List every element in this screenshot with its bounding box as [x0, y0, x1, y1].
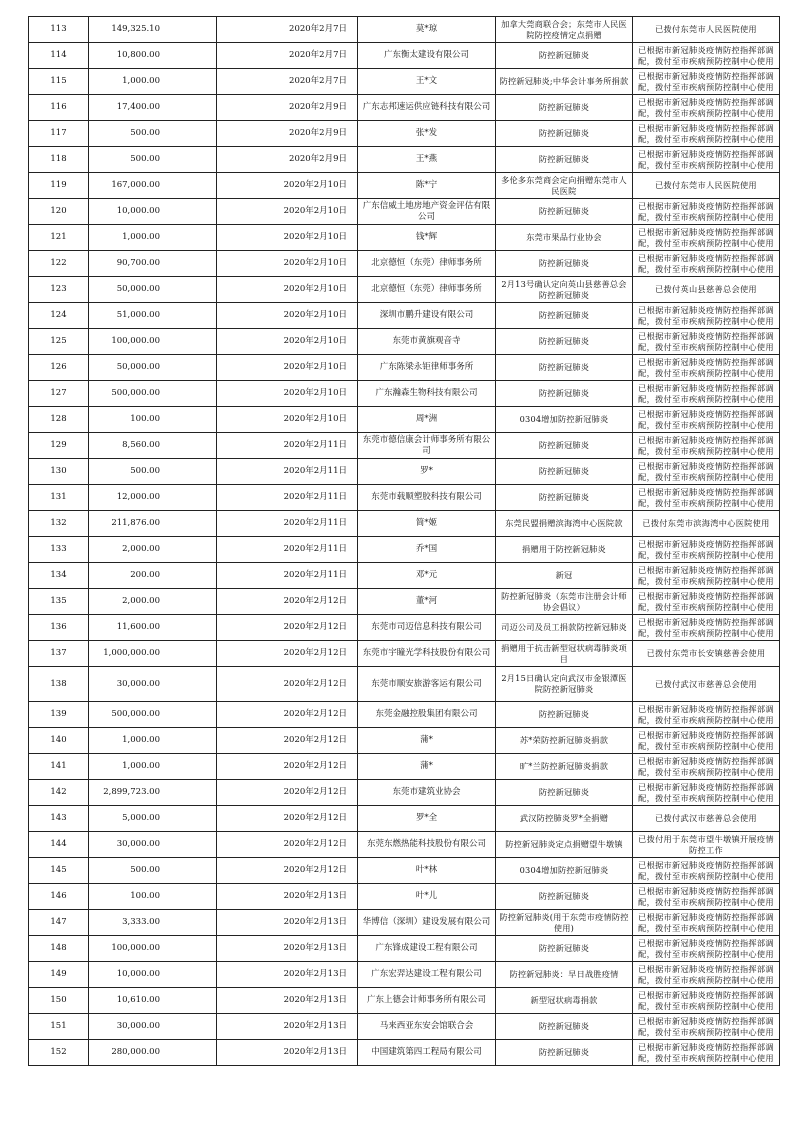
table-row: [29, 1014, 780, 1040]
table-row: [29, 589, 780, 615]
donation-date: 2020年2月10日: [217, 251, 358, 277]
row-number: 141: [29, 754, 89, 780]
allocation-status: 已根据市新冠肺炎疫情防控指挥部调配，拨付至市疾病预防控制中心使用: [633, 728, 780, 754]
donation-amount: 5,000.00: [89, 806, 217, 832]
donor-name: 叶*儿: [358, 884, 496, 910]
allocation-status: 已拨付用于东莞市望牛墩镇开展疫情防控工作: [633, 832, 780, 858]
donation-purpose: 防控新冠肺炎: [496, 1040, 633, 1066]
donation-date: 2020年2月12日: [217, 858, 358, 884]
row-number: 148: [29, 936, 89, 962]
donor-name: 广东陈梁永钜律师事务所: [358, 355, 496, 381]
donation-amount: 2,899,723.00: [89, 780, 217, 806]
row-number: 147: [29, 910, 89, 936]
table-row: [29, 563, 780, 589]
allocation-status: 已拨付英山县慈善总会使用: [633, 277, 780, 303]
table-row: [29, 355, 780, 381]
donor-name: 叶*林: [358, 858, 496, 884]
donor-name: 广东锋成建设工程有限公司: [358, 936, 496, 962]
donation-amount: 200.00: [89, 563, 217, 589]
donor-name: 东莞东燃热能科技股份有限公司: [358, 832, 496, 858]
donation-purpose: 防控新冠肺炎: [496, 459, 633, 485]
donation-date: 2020年2月12日: [217, 702, 358, 728]
allocation-status: 已根据市新冠肺炎疫情防控指挥部调配，拨付至市疾病预防控制中心使用: [633, 43, 780, 69]
row-number: 149: [29, 962, 89, 988]
allocation-status: 已根据市新冠肺炎疫情防控指挥部调配，拨付至市疾病预防控制中心使用: [633, 199, 780, 225]
donation-purpose: 防控新冠肺炎: [496, 329, 633, 355]
row-number: 116: [29, 95, 89, 121]
donation-amount: 211,876.00: [89, 511, 217, 537]
allocation-status: 已根据市新冠肺炎疫情防控指挥部调配，拨付至市疾病预防控制中心使用: [633, 1014, 780, 1040]
allocation-status: 已根据市新冠肺炎疫情防控指挥部调配，拨付至市疾病预防控制中心使用: [633, 121, 780, 147]
allocation-status: 已拨付东莞市人民医院使用: [633, 17, 780, 43]
donation-date: 2020年2月12日: [217, 806, 358, 832]
donation-purpose: 2月13号确认定向英山县慈善总会防控新冠肺炎: [496, 277, 633, 303]
donor-name: 简*姬: [358, 511, 496, 537]
allocation-status: 已根据市新冠肺炎疫情防控指挥部调配，拨付至市疾病预防控制中心使用: [633, 988, 780, 1014]
table-row: [29, 407, 780, 433]
row-number: 151: [29, 1014, 89, 1040]
donation-date: 2020年2月13日: [217, 988, 358, 1014]
row-number: 139: [29, 702, 89, 728]
allocation-status: 已根据市新冠肺炎疫情防控指挥部调配，拨付至市疾病预防控制中心使用: [633, 754, 780, 780]
row-number: 134: [29, 563, 89, 589]
row-number: 132: [29, 511, 89, 537]
donation-amount: 500.00: [89, 147, 217, 173]
row-number: 121: [29, 225, 89, 251]
donation-date: 2020年2月13日: [217, 962, 358, 988]
donation-purpose: 防控新冠肺炎: [496, 147, 633, 173]
donation-purpose: 0304增加防控新冠肺炎: [496, 407, 633, 433]
table-row: [29, 615, 780, 641]
table-row: [29, 832, 780, 858]
allocation-status: 已根据市新冠肺炎疫情防控指挥部调配，拨付至市疾病预防控制中心使用: [633, 329, 780, 355]
table-row: [29, 1040, 780, 1066]
donation-date: 2020年2月10日: [217, 199, 358, 225]
table-row: [29, 962, 780, 988]
donation-date: 2020年2月13日: [217, 1014, 358, 1040]
table-row: [29, 251, 780, 277]
table-row: [29, 459, 780, 485]
donation-amount: 1,000.00: [89, 754, 217, 780]
donor-name: 东莞市建筑业协会: [358, 780, 496, 806]
allocation-status: 已拨付东莞市滨海湾中心医院使用: [633, 511, 780, 537]
donation-purpose: 防控新冠肺炎: [496, 355, 633, 381]
allocation-status: 已根据市新冠肺炎疫情防控指挥部调配，拨付至市疾病预防控制中心使用: [633, 251, 780, 277]
table-row: [29, 277, 780, 303]
donation-amount: 100,000.00: [89, 329, 217, 355]
donation-date: 2020年2月12日: [217, 754, 358, 780]
donation-date: 2020年2月12日: [217, 728, 358, 754]
donation-purpose: 加拿大莞商联合会；东莞市人民医院防控疫情定点捐赠: [496, 17, 633, 43]
donation-amount: 11,600.00: [89, 615, 217, 641]
row-number: 138: [29, 667, 89, 702]
table-row: [29, 537, 780, 563]
ledger-body: [29, 17, 780, 1066]
table-row: [29, 433, 780, 459]
donation-purpose: 多伦多东莞商会定向捐赠东莞市人民医院: [496, 173, 633, 199]
donor-name: 王*燕: [358, 147, 496, 173]
table-row: [29, 329, 780, 355]
donation-amount: 10,610.00: [89, 988, 217, 1014]
table-row: [29, 173, 780, 199]
donor-name: 广东宏羿达建设工程有限公司: [358, 962, 496, 988]
donation-purpose: 防控新冠肺炎: [496, 381, 633, 407]
donation-purpose: 司迈公司及员工捐款防控新冠肺炎: [496, 615, 633, 641]
donation-purpose: 防控新冠肺炎: [496, 303, 633, 329]
allocation-status: 已根据市新冠肺炎疫情防控指挥部调配，拨付至市疾病预防控制中心使用: [633, 563, 780, 589]
donation-purpose: 防控新冠肺炎;中华会计事务所捐款: [496, 69, 633, 95]
table-row: [29, 381, 780, 407]
donor-name: 罗*全: [358, 806, 496, 832]
donation-date: 2020年2月10日: [217, 173, 358, 199]
row-number: 128: [29, 407, 89, 433]
allocation-status: 已根据市新冠肺炎疫情防控指挥部调配，拨付至市疾病预防控制中心使用: [633, 355, 780, 381]
donation-amount: 10,800.00: [89, 43, 217, 69]
allocation-status: 已根据市新冠肺炎疫情防控指挥部调配，拨付至市疾病预防控制中心使用: [633, 225, 780, 251]
donor-name: 陈*宁: [358, 173, 496, 199]
table-row: [29, 69, 780, 95]
donor-name: 中国建筑第四工程局有限公司: [358, 1040, 496, 1066]
donor-name: 东莞市德信康会计师事务所有限公司: [358, 433, 496, 459]
donation-amount: 30,000.00: [89, 1014, 217, 1040]
allocation-status: 已根据市新冠肺炎疫情防控指挥部调配，拨付至市疾病预防控制中心使用: [633, 910, 780, 936]
donation-amount: 50,000.00: [89, 277, 217, 303]
donation-date: 2020年2月11日: [217, 537, 358, 563]
donation-date: 2020年2月9日: [217, 147, 358, 173]
allocation-status: 已根据市新冠肺炎疫情防控指挥部调配，拨付至市疾病预防控制中心使用: [633, 702, 780, 728]
donation-amount: 280,000.00: [89, 1040, 217, 1066]
donation-purpose: 新冠: [496, 563, 633, 589]
donation-amount: 30,000.00: [89, 667, 217, 702]
donation-amount: 500.00: [89, 858, 217, 884]
donation-date: 2020年2月11日: [217, 511, 358, 537]
donor-name: 马来西亚东安会馆联合会: [358, 1014, 496, 1040]
donor-name: 广东衡太建设有限公司: [358, 43, 496, 69]
donation-date: 2020年2月7日: [217, 17, 358, 43]
row-number: 118: [29, 147, 89, 173]
row-number: 142: [29, 780, 89, 806]
row-number: 145: [29, 858, 89, 884]
table-row: [29, 95, 780, 121]
row-number: 136: [29, 615, 89, 641]
allocation-status: 已根据市新冠肺炎疫情防控指挥部调配，拨付至市疾病预防控制中心使用: [633, 459, 780, 485]
table-row: [29, 702, 780, 728]
donation-date: 2020年2月13日: [217, 910, 358, 936]
donation-purpose: 防控新冠肺炎: [496, 936, 633, 962]
donation-purpose: 捐赠用于防控新冠肺炎: [496, 537, 633, 563]
row-number: 137: [29, 641, 89, 667]
donation-purpose: 防控新冠肺炎: [496, 884, 633, 910]
donor-name: 东莞市载顺塑胶科技有限公司: [358, 485, 496, 511]
row-number: 143: [29, 806, 89, 832]
table-row: [29, 884, 780, 910]
donation-date: 2020年2月12日: [217, 589, 358, 615]
donation-purpose: 防控新冠肺炎: [496, 433, 633, 459]
table-row: [29, 667, 780, 702]
allocation-status: 已根据市新冠肺炎疫情防控指挥部调配，拨付至市疾病预防控制中心使用: [633, 303, 780, 329]
donation-amount: 500.00: [89, 459, 217, 485]
donation-amount: 1,000,000.00: [89, 641, 217, 667]
donation-purpose: 防控新冠肺炎定点捐赠望牛墩镇: [496, 832, 633, 858]
donation-date: 2020年2月12日: [217, 832, 358, 858]
donor-name: 深圳市鹏升建设有限公司: [358, 303, 496, 329]
donor-name: 张*发: [358, 121, 496, 147]
donation-amount: 30,000.00: [89, 832, 217, 858]
row-number: 130: [29, 459, 89, 485]
donor-name: 罗*: [358, 459, 496, 485]
donation-amount: 500,000.00: [89, 702, 217, 728]
donation-purpose: 防控新冠肺炎: [496, 199, 633, 225]
table-row: [29, 858, 780, 884]
donor-name: 东莞市顺安旅游客运有限公司: [358, 667, 496, 702]
donation-purpose: 东莞民盟捐赠滨海湾中心医院款: [496, 511, 633, 537]
donation-date: 2020年2月11日: [217, 433, 358, 459]
table-row: [29, 147, 780, 173]
donation-amount: 3,333.00: [89, 910, 217, 936]
donation-purpose: 防控新冠肺炎: [496, 251, 633, 277]
donation-purpose: 新型冠状病毒捐款: [496, 988, 633, 1014]
donation-date: 2020年2月7日: [217, 43, 358, 69]
donation-purpose: 防控新冠肺炎: [496, 1014, 633, 1040]
table-row: [29, 303, 780, 329]
donor-name: 华博信（深圳）建设发展有限公司: [358, 910, 496, 936]
donation-amount: 50,000.00: [89, 355, 217, 381]
donation-purpose: 防控新冠肺炎: [496, 485, 633, 511]
donation-amount: 8,560.00: [89, 433, 217, 459]
row-number: 123: [29, 277, 89, 303]
row-number: 117: [29, 121, 89, 147]
table-row: [29, 988, 780, 1014]
donation-date: 2020年2月10日: [217, 277, 358, 303]
allocation-status: 已根据市新冠肺炎疫情防控指挥部调配，拨付至市疾病预防控制中心使用: [633, 407, 780, 433]
donation-date: 2020年2月11日: [217, 459, 358, 485]
donor-name: 北京德恒（东莞）律师事务所: [358, 251, 496, 277]
allocation-status: 已根据市新冠肺炎疫情防控指挥部调配，拨付至市疾病预防控制中心使用: [633, 485, 780, 511]
donor-name: 邓*元: [358, 563, 496, 589]
row-number: 152: [29, 1040, 89, 1066]
row-number: 126: [29, 355, 89, 381]
allocation-status: 已根据市新冠肺炎疫情防控指挥部调配，拨付至市疾病预防控制中心使用: [633, 589, 780, 615]
allocation-status: 已根据市新冠肺炎疫情防控指挥部调配，拨付至市疾病预防控制中心使用: [633, 147, 780, 173]
donor-name: 北京德恒（东莞）律师事务所: [358, 277, 496, 303]
donor-name: 东莞市司迈信息科技有限公司: [358, 615, 496, 641]
donor-name: 钱*辉: [358, 225, 496, 251]
row-number: 140: [29, 728, 89, 754]
donation-amount: 100,000.00: [89, 936, 217, 962]
allocation-status: 已拨付东莞市长安镇慈善会使用: [633, 641, 780, 667]
allocation-status: 已拨付东莞市人民医院使用: [633, 173, 780, 199]
donor-name: 广东上德会计师事务所有限公司: [358, 988, 496, 1014]
donor-name: 蒲*: [358, 728, 496, 754]
donation-amount: 1,000.00: [89, 225, 217, 251]
donation-purpose: 0304增加防控新冠肺炎: [496, 858, 633, 884]
donor-name: 乔*国: [358, 537, 496, 563]
row-number: 115: [29, 69, 89, 95]
donation-amount: 17,400.00: [89, 95, 217, 121]
row-number: 146: [29, 884, 89, 910]
allocation-status: 已根据市新冠肺炎疫情防控指挥部调配，拨付至市疾病预防控制中心使用: [633, 381, 780, 407]
donation-date: 2020年2月10日: [217, 355, 358, 381]
donation-purpose: 防控新冠肺炎: [496, 121, 633, 147]
donation-purpose: 东莞市果品行业协会: [496, 225, 633, 251]
row-number: 135: [29, 589, 89, 615]
donor-name: 广东瀚森生物科技有限公司: [358, 381, 496, 407]
donation-purpose: 防控新冠肺炎: [496, 702, 633, 728]
table-row: [29, 754, 780, 780]
allocation-status: 已根据市新冠肺炎疫情防控指挥部调配，拨付至市疾病预防控制中心使用: [633, 780, 780, 806]
donation-date: 2020年2月10日: [217, 381, 358, 407]
donor-name: 东莞金融控股集团有限公司: [358, 702, 496, 728]
row-number: 125: [29, 329, 89, 355]
donor-name: 董*河: [358, 589, 496, 615]
donation-date: 2020年2月11日: [217, 485, 358, 511]
donation-date: 2020年2月12日: [217, 780, 358, 806]
row-number: 113: [29, 17, 89, 43]
table-row: [29, 485, 780, 511]
table-row: [29, 910, 780, 936]
donation-amount: 100.00: [89, 884, 217, 910]
donation-purpose: 防控新冠肺炎: [496, 43, 633, 69]
row-number: 144: [29, 832, 89, 858]
row-number: 114: [29, 43, 89, 69]
table-row: [29, 199, 780, 225]
donor-name: 蒲*: [358, 754, 496, 780]
donation-amount: 1,000.00: [89, 69, 217, 95]
allocation-status: 已根据市新冠肺炎疫情防控指挥部调配，拨付至市疾病预防控制中心使用: [633, 615, 780, 641]
table-row: [29, 806, 780, 832]
row-number: 129: [29, 433, 89, 459]
donation-date: 2020年2月9日: [217, 95, 358, 121]
donation-date: 2020年2月13日: [217, 1040, 358, 1066]
donation-purpose: 2月15日确认定向武汉市金银潭医院防控新冠肺炎: [496, 667, 633, 702]
allocation-status: 已根据市新冠肺炎疫情防控指挥部调配，拨付至市疾病预防控制中心使用: [633, 69, 780, 95]
donation-amount: 1,000.00: [89, 728, 217, 754]
table-row: [29, 936, 780, 962]
row-number: 122: [29, 251, 89, 277]
table-row: [29, 728, 780, 754]
table-row: [29, 780, 780, 806]
donor-name: 莫*琼: [358, 17, 496, 43]
donation-date: 2020年2月9日: [217, 121, 358, 147]
donation-purpose: 防控新冠肺炎（东莞市注册会计师协会倡议）: [496, 589, 633, 615]
donation-purpose: 防控新冠肺炎: [496, 780, 633, 806]
table-row: [29, 641, 780, 667]
donor-name: 广东志邦速运供应链科技有限公司: [358, 95, 496, 121]
donor-name: 东莞市宇瞳光学科技股份有限公司: [358, 641, 496, 667]
donation-amount: 51,000.00: [89, 303, 217, 329]
donation-date: 2020年2月11日: [217, 563, 358, 589]
row-number: 120: [29, 199, 89, 225]
donation-date: 2020年2月12日: [217, 641, 358, 667]
table-row: [29, 511, 780, 537]
donation-date: 2020年2月13日: [217, 884, 358, 910]
allocation-status: 已根据市新冠肺炎疫情防控指挥部调配，拨付至市疾病预防控制中心使用: [633, 936, 780, 962]
donation-date: 2020年2月10日: [217, 225, 358, 251]
donor-name: 王*文: [358, 69, 496, 95]
donation-amount: 167,000.00: [89, 173, 217, 199]
donation-purpose: 旷*兰防控新冠肺炎捐款: [496, 754, 633, 780]
row-number: 131: [29, 485, 89, 511]
row-number: 119: [29, 173, 89, 199]
donation-purpose: 苏*荣防控新冠肺炎捐款: [496, 728, 633, 754]
row-number: 133: [29, 537, 89, 563]
allocation-status: 已根据市新冠肺炎疫情防控指挥部调配，拨付至市疾病预防控制中心使用: [633, 962, 780, 988]
allocation-status: 已拨付武汉市慈善总会使用: [633, 806, 780, 832]
donation-date: 2020年2月10日: [217, 303, 358, 329]
row-number: 127: [29, 381, 89, 407]
donation-amount: 10,000.00: [89, 199, 217, 225]
donor-name: 东莞市黄旗观音寺: [358, 329, 496, 355]
donation-purpose: 防控新冠肺炎：早日战胜疫情: [496, 962, 633, 988]
allocation-status: 已根据市新冠肺炎疫情防控指挥部调配，拨付至市疾病预防控制中心使用: [633, 537, 780, 563]
donation-amount: 90,700.00: [89, 251, 217, 277]
table-row: [29, 121, 780, 147]
row-number: 124: [29, 303, 89, 329]
donation-date: 2020年2月7日: [217, 69, 358, 95]
allocation-status: 已根据市新冠肺炎疫情防控指挥部调配，拨付至市疾病预防控制中心使用: [633, 95, 780, 121]
donation-ledger-table: [28, 16, 780, 1066]
allocation-status: 已根据市新冠肺炎疫情防控指挥部调配，拨付至市疾病预防控制中心使用: [633, 858, 780, 884]
donation-date: 2020年2月12日: [217, 667, 358, 702]
donation-date: 2020年2月13日: [217, 936, 358, 962]
donation-amount: 12,000.00: [89, 485, 217, 511]
donation-amount: 500,000.00: [89, 381, 217, 407]
donation-amount: 100.00: [89, 407, 217, 433]
donation-date: 2020年2月10日: [217, 407, 358, 433]
allocation-status: 已根据市新冠肺炎疫情防控指挥部调配，拨付至市疾病预防控制中心使用: [633, 884, 780, 910]
donation-purpose: 防控新冠肺炎(用于东莞市疫情防控使用): [496, 910, 633, 936]
donation-amount: 10,000.00: [89, 962, 217, 988]
row-number: 150: [29, 988, 89, 1014]
donation-date: 2020年2月10日: [217, 329, 358, 355]
table-row: [29, 43, 780, 69]
donation-amount: 500.00: [89, 121, 217, 147]
donation-purpose: 防控新冠肺炎: [496, 95, 633, 121]
donation-amount: 2,000.00: [89, 589, 217, 615]
table-row: [29, 225, 780, 251]
donation-purpose: 捐赠用于抗击新型冠状病毒肺炎项目: [496, 641, 633, 667]
donor-name: 周*洲: [358, 407, 496, 433]
donor-name: 广东信威土地房地产资金评估有限公司: [358, 199, 496, 225]
donation-date: 2020年2月12日: [217, 615, 358, 641]
donation-purpose: 武汉防控肺炎罗*全捐赠: [496, 806, 633, 832]
allocation-status: 已根据市新冠肺炎疫情防控指挥部调配，拨付至市疾病预防控制中心使用: [633, 1040, 780, 1066]
allocation-status: 已拨付武汉市慈善总会使用: [633, 667, 780, 702]
table-row: [29, 17, 780, 43]
donation-amount: 2,000.00: [89, 537, 217, 563]
allocation-status: 已根据市新冠肺炎疫情防控指挥部调配，拨付至市疾病预防控制中心使用: [633, 433, 780, 459]
donation-amount: 149,325.10: [89, 17, 217, 43]
